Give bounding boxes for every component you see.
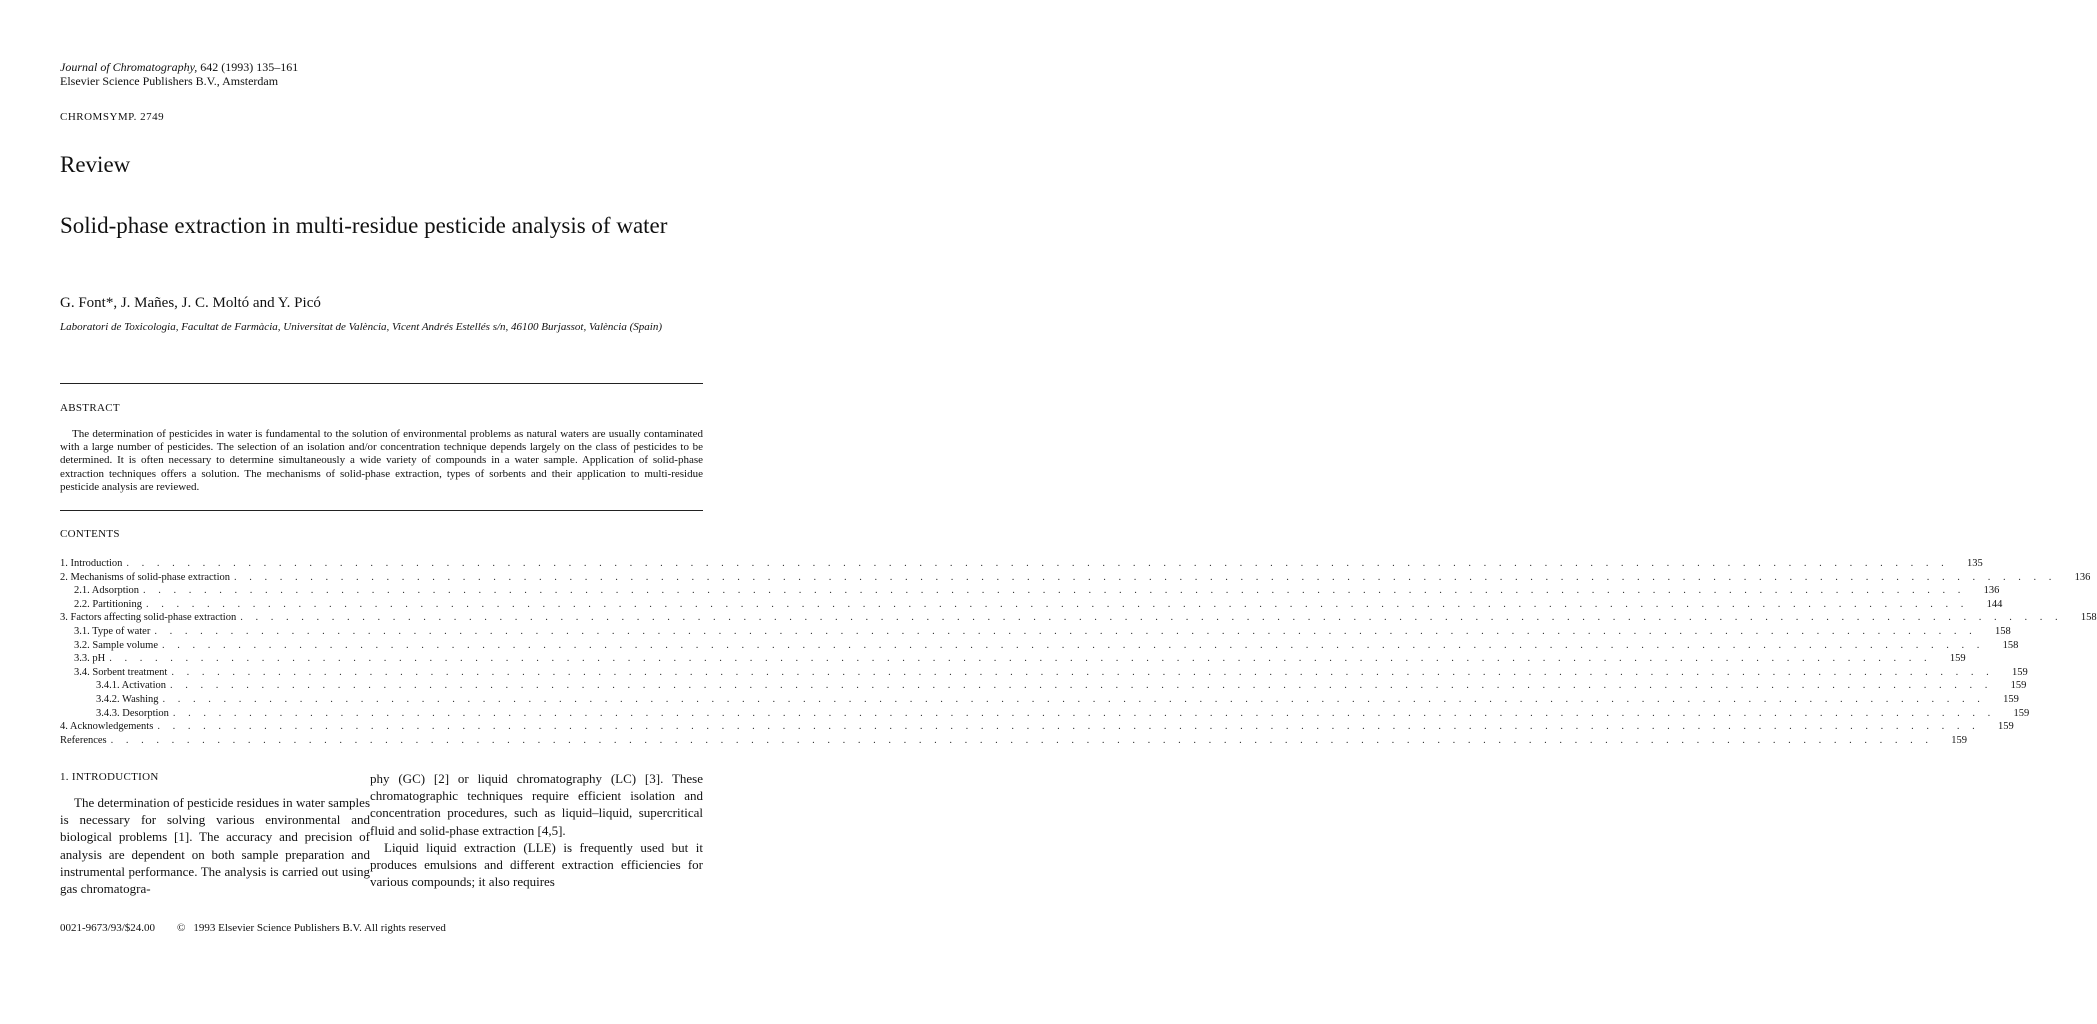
toc-entry-page: 136	[2074, 571, 2091, 583]
journal-name: Journal of Chromatography,	[60, 60, 198, 74]
toc-entry-label: 2.1. Adsorption	[74, 585, 140, 597]
toc-leader-dots: . . . . . . . . . . . . . . . . . . . . . . . . . . . . . . . . . . . . . . . . . . . . . . . . . . . . . . . . . . . . . . . . . . . . . . . . . . . . . . . . . . . . . . . . . . . . . . . . . . . . . . . . . . . . . . . . . . . . . . . .	[162, 693, 1985, 705]
toc-entry	[60, 679, 2027, 693]
toc-entry-label: 3. Factors affecting solid-phase extraction	[60, 612, 237, 624]
toc-entry-page: 159	[2003, 693, 2019, 705]
toc-entry	[60, 734, 1968, 748]
abstract-heading: ABSTRACT	[60, 402, 120, 414]
footer-copyright	[60, 921, 446, 935]
toc-leader-dots: . . . . . . . . . . . . . . . . . . . . . . . . . . . . . . . . . . . . . . . . . . . . . . . . . . . . . . . . . . . . . . . . . . . . . . . . . . . . . . . . . . . . . . . . . . . . . . . . . . . . . . . . . . . . . . . . . . . . . . . .	[170, 680, 1993, 692]
author-list: G. Font*, J. Mañes, J. C. Moltó and Y. Picó	[60, 295, 321, 311]
toc-entry-page: 159	[2013, 707, 2030, 719]
abstract-text: The determination of pesticides in water is fundamental to the solution of environmental problems as natural waters are usually contaminated with a large number of pesticides. The selection of an isolation and/or concentration technique depends largely on the class of pesticides to be determined. It is often necessary to determine simultaneously a wide variety of compounds in a water sample. Application of solid-phase extraction techniques offers a solution. The mechanisms of solid-phase extraction, types of sorbents and their application to multi-residue pesticide analysis are reviewed.	[60, 428, 703, 493]
toc-entry-label: 3.4.1. Activation	[96, 680, 166, 692]
toc-entry	[60, 598, 2003, 612]
toc-entry-label: 3.1. Type of water	[74, 625, 151, 637]
contents-heading: CONTENTS	[60, 528, 120, 540]
toc-leader-dots: . . . . . . . . . . . . . . . . . . . . . . . . . . . . . . . . . . . . . . . . . . . . . . . . . . . . . . . . . . . . . . . . . . . . . . . . . . . . . . . . . . . . . . . . . . . . . . . . . . . . . . . . . . . . . . . . . . . . . . . .	[143, 585, 1966, 597]
toc-entry	[60, 571, 2091, 585]
toc-entry-page: 136	[1983, 585, 2000, 597]
toc-entry	[60, 720, 2014, 734]
toc-entry-label: 3.4.2. Washing	[96, 693, 159, 705]
toc-entry-page: 158	[1994, 625, 2011, 637]
left-column	[60, 770, 370, 897]
toc-leader-dots: . . . . . . . . . . . . . . . . . . . . . . . . . . . . . . . . . . . . . . . . . . . . . . . . . . . . . . . . . . . . . . . . . . . . . . . . . . . . . . . . . . . . . . . . . . . . . . . . . . . . . . . . . . . . . . . . . . . . . . . .	[172, 707, 1996, 719]
lle-paragraph: Liquid liquid extraction (LLE) is frequently used but it produces emulsions and different extraction efficiencies for various compounds; it also requires	[370, 839, 703, 890]
toc-leader-dots: . . . . . . . . . . . . . . . . . . . . . . . . . . . . . . . . . . . . . . . . . . . . . . . . . . . . . . . . . . . . . . . . . . . . . . . . . . . . . . . . . . . . . . . . . . . . . . . . . . . . . . . . . . . . . . . . . . . . . . . .	[240, 612, 2063, 624]
article-title: Solid-phase extraction in multi-residue pesticide analysis of water	[60, 213, 668, 238]
toc-entry-page: 158	[2002, 639, 2019, 651]
journal-volume-pages: 642 (1993) 135–161	[197, 60, 299, 74]
toc-leader-dots: . . . . . . . . . . . . . . . . . . . . . . . . . . . . . . . . . . . . . . . . . . . . . . . . . . . . . . . . . . . . . . . . . . . . . . . . . . . . . . . . . . . . . . . . . . . . . . . . . . . . . . . . . . . . . . . . . . . . . . . .	[109, 653, 1932, 665]
copyright-text: 1993 Elsevier Science Publishers B.V. All rights reserved	[193, 922, 446, 934]
toc-entry-page: 159	[2011, 666, 2028, 678]
toc-entry-page: 159	[1949, 653, 1966, 665]
toc-entry-label: 3.4.3. Desorption	[96, 707, 169, 719]
author-affiliation: Laboratori de Toxicologia, Facultat de Farmàcia, Universitat de València, Vicent Andrés Estellés s/n, 46100 Burjassot, València (Spain)	[60, 321, 662, 333]
toc-entry	[60, 693, 2019, 707]
section-type: Review	[60, 152, 131, 177]
abstract-divider	[60, 510, 703, 511]
toc-leader-dots: . . . . . . . . . . . . . . . . . . . . . . . . . . . . . . . . . . . . . . . . . . . . . . . . . . . . . . . . . . . . . . . . . . . . . . . . . . . . . . . . . . . . . . . . . . . . . . . . . . . . . . . . . . . . . . . . . . . . . . . .	[171, 666, 1994, 678]
publisher-line: Elsevier Science Publishers B.V., Amsterdam	[60, 74, 279, 88]
copyright-symbol: ©	[177, 922, 186, 934]
toc-entry-page: 135	[1967, 558, 1983, 569]
toc-entry-page: 159	[2010, 680, 2027, 692]
introduction-heading: 1. INTRODUCTION	[60, 771, 159, 783]
toc-entry	[60, 652, 1966, 666]
toc-entry-label: 2. Mechanisms of solid-phase extraction	[60, 571, 230, 583]
toc-entry-page: 159	[1951, 734, 1968, 746]
toc-leader-dots: . . . . . . . . . . . . . . . . . . . . . . . . . . . . . . . . . . . . . . . . . . . . . . . . . . . . . . . . . . . . . . . . . . . . . . . . . . . . . . . . . . . . . . . . . . . . . . . . . . . . . . . . . . . . . . . . . . . . . . . .	[126, 558, 1949, 569]
toc-entry	[60, 666, 2028, 680]
journal-citation	[60, 60, 298, 74]
toc-leader-dots: . . . . . . . . . . . . . . . . . . . . . . . . . . . . . . . . . . . . . . . . . . . . . . . . . . . . . . . . . . . . . . . . . . . . . . . . . . . . . . . . . . . . . . . . . . . . . . . . . . . . . . . . . . . . . . . . . . . . . . . .	[157, 721, 1980, 733]
continuation-paragraph: phy (GC) [2] or liquid chromatography (LC) [3]. These chromatographic techniques require efficient isolation and concentration procedures, such as liquid–liquid, supercritical fluid and solid-phase extraction [4,5].	[370, 771, 703, 838]
toc-entry-label: 4. Acknowledgements	[60, 721, 154, 733]
introduction-paragraph: The determination of pesticide residues in water samples is necessary for solving various environmental and biological problems [1]. The accuracy and precision of analysis are dependent on both sample preparation and instrumental performance. The analysis is carried out using gas chromatogra-	[60, 795, 370, 897]
toc-entry	[60, 557, 1983, 571]
toc-entry-label: References	[60, 734, 107, 746]
toc-entry-page: 159	[1997, 721, 2014, 733]
top-divider	[60, 383, 703, 384]
toc-entry-label: 1. Introduction	[60, 558, 123, 569]
table-of-contents	[60, 557, 2097, 747]
right-column	[370, 770, 703, 890]
toc-entry-page: 158	[2080, 612, 2097, 624]
toc-entry-label: 2.2. Partitioning	[74, 598, 142, 610]
toc-leader-dots: . . . . . . . . . . . . . . . . . . . . . . . . . . . . . . . . . . . . . . . . . . . . . . . . . . . . . . . . . . . . . . . . . . . . . . . . . . . . . . . . . . . . . . . . . . . . . . . . . . . . . . . . . . . . . . . . . . . . . . . .	[110, 734, 1934, 746]
toc-entry-label: 3.4. Sorbent treatment	[74, 666, 168, 678]
toc-leader-dots: . . . . . . . . . . . . . . . . . . . . . . . . . . . . . . . . . . . . . . . . . . . . . . . . . . . . . . . . . . . . . . . . . . . . . . . . . . . . . . . . . . . . . . . . . . . . . . . . . . . . . . . . . . . . . . . . . . . . . . . .	[234, 571, 2057, 583]
toc-leader-dots: . . . . . . . . . . . . . . . . . . . . . . . . . . . . . . . . . . . . . . . . . . . . . . . . . . . . . . . . . . . . . . . . . . . . . . . . . . . . . . . . . . . . . . . . . . . . . . . . . . . . . . . . . . . . . . . . . . . . . . . .	[145, 598, 1969, 610]
issn-price: 0021-9673/93/$24.00	[60, 922, 156, 934]
toc-entry-label: 3.3. pH	[74, 653, 106, 665]
toc-entry	[60, 639, 2019, 653]
toc-entry	[60, 611, 2097, 625]
toc-leader-dots: . . . . . . . . . . . . . . . . . . . . . . . . . . . . . . . . . . . . . . . . . . . . . . . . . . . . . . . . . . . . . . . . . . . . . . . . . . . . . . . . . . . . . . . . . . . . . . . . . . . . . . . . . . . . . . . . . . . . . . . .	[162, 639, 1985, 651]
toc-leader-dots: . . . . . . . . . . . . . . . . . . . . . . . . . . . . . . . . . . . . . . . . . . . . . . . . . . . . . . . . . . . . . . . . . . . . . . . . . . . . . . . . . . . . . . . . . . . . . . . . . . . . . . . . . . . . . . . . . . . . . . . .	[154, 625, 1977, 637]
toc-entry	[60, 625, 2011, 639]
toc-entry-label: 3.2. Sample volume	[74, 639, 158, 651]
toc-entry-page: 144	[1986, 598, 2003, 610]
toc-entry	[60, 707, 2030, 721]
symposium-code: CHROMSYMP. 2749	[60, 111, 165, 123]
toc-entry	[60, 584, 2000, 598]
